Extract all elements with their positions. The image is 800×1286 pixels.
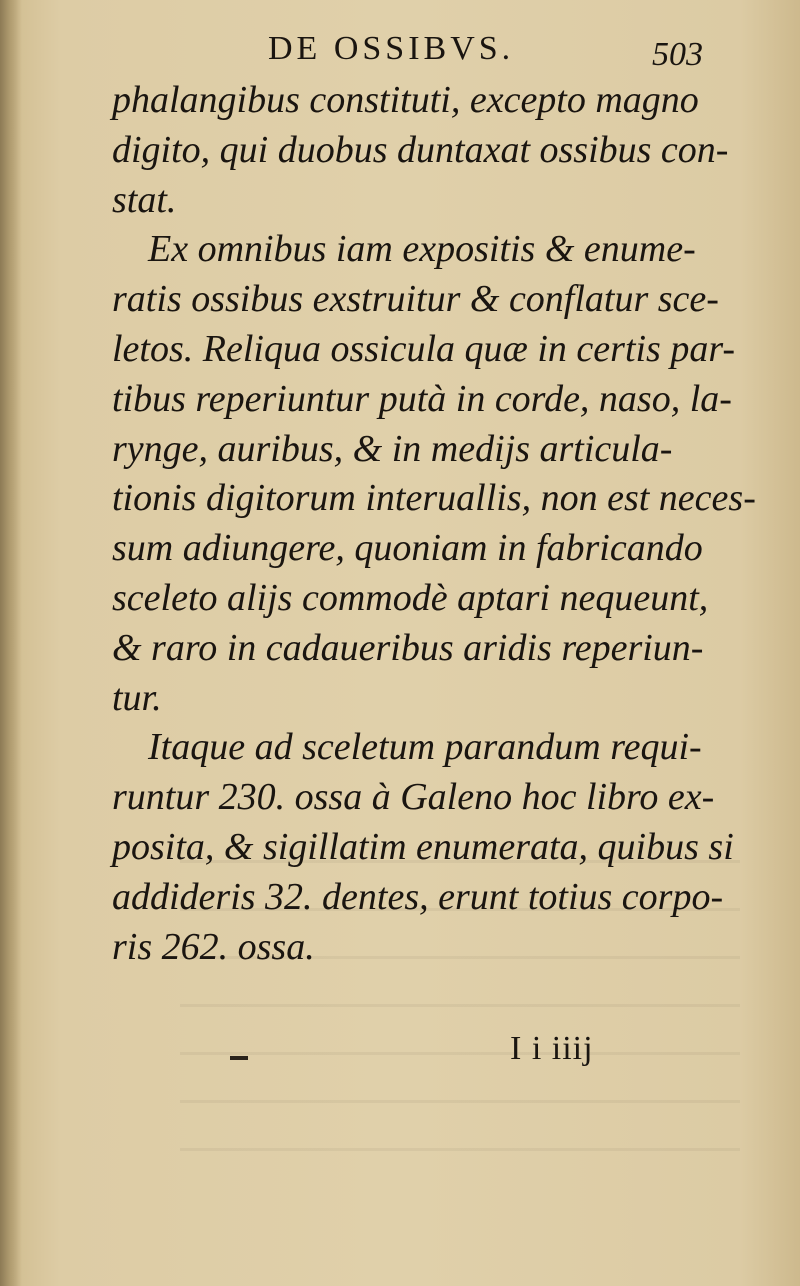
paragraph-start-line: Itaque ad sceletum parandum requi- — [148, 726, 702, 769]
text-line: ratis ossibus exstruitur & conflatur sce- — [112, 278, 719, 321]
text-line: posita, & sigillatim enumerata, quibus si — [112, 825, 734, 868]
text-line: tionis digitorum interuallis, non est neces- — [112, 477, 756, 520]
signature-mark: I i iiij — [510, 1030, 594, 1067]
page-number: 503 — [652, 36, 703, 73]
text-line: addideris 32. dentes, erunt totius corpo- — [112, 875, 724, 918]
text-line: stat. — [112, 178, 177, 221]
text-line: tur. — [112, 676, 162, 719]
printer-dash-mark — [230, 1056, 248, 1060]
body-text — [112, 76, 756, 972]
text-line: phalangibus constituti, excepto magno — [112, 79, 699, 121]
text-line: & raro in cadaueribus aridis reperiun- — [112, 626, 704, 669]
text-line: ris 262. ossa. — [112, 925, 315, 968]
running-head — [0, 26, 800, 76]
text-line: letos. Reliqua ossicula quæ in certis par- — [112, 327, 736, 370]
text-line: runtur 230. ossa à Galeno hoc libro ex- — [112, 776, 715, 819]
running-head-title: DE OSSIBVS. — [268, 30, 515, 67]
text-line: tibus reperiuntur putà in corde, naso, la- — [112, 377, 732, 420]
paragraph-start-line: Ex omnibus iam expositis & enume- — [148, 228, 696, 271]
text-line: rynge, auribus, & in medijs articula- — [112, 427, 673, 470]
text-line: sum adiungere, quoniam in fabricando — [112, 527, 703, 570]
text-line: digito, qui duobus duntaxat ossibus con- — [112, 128, 729, 171]
text-line: sceleto alijs commodè aptari nequeunt, — [112, 576, 709, 619]
